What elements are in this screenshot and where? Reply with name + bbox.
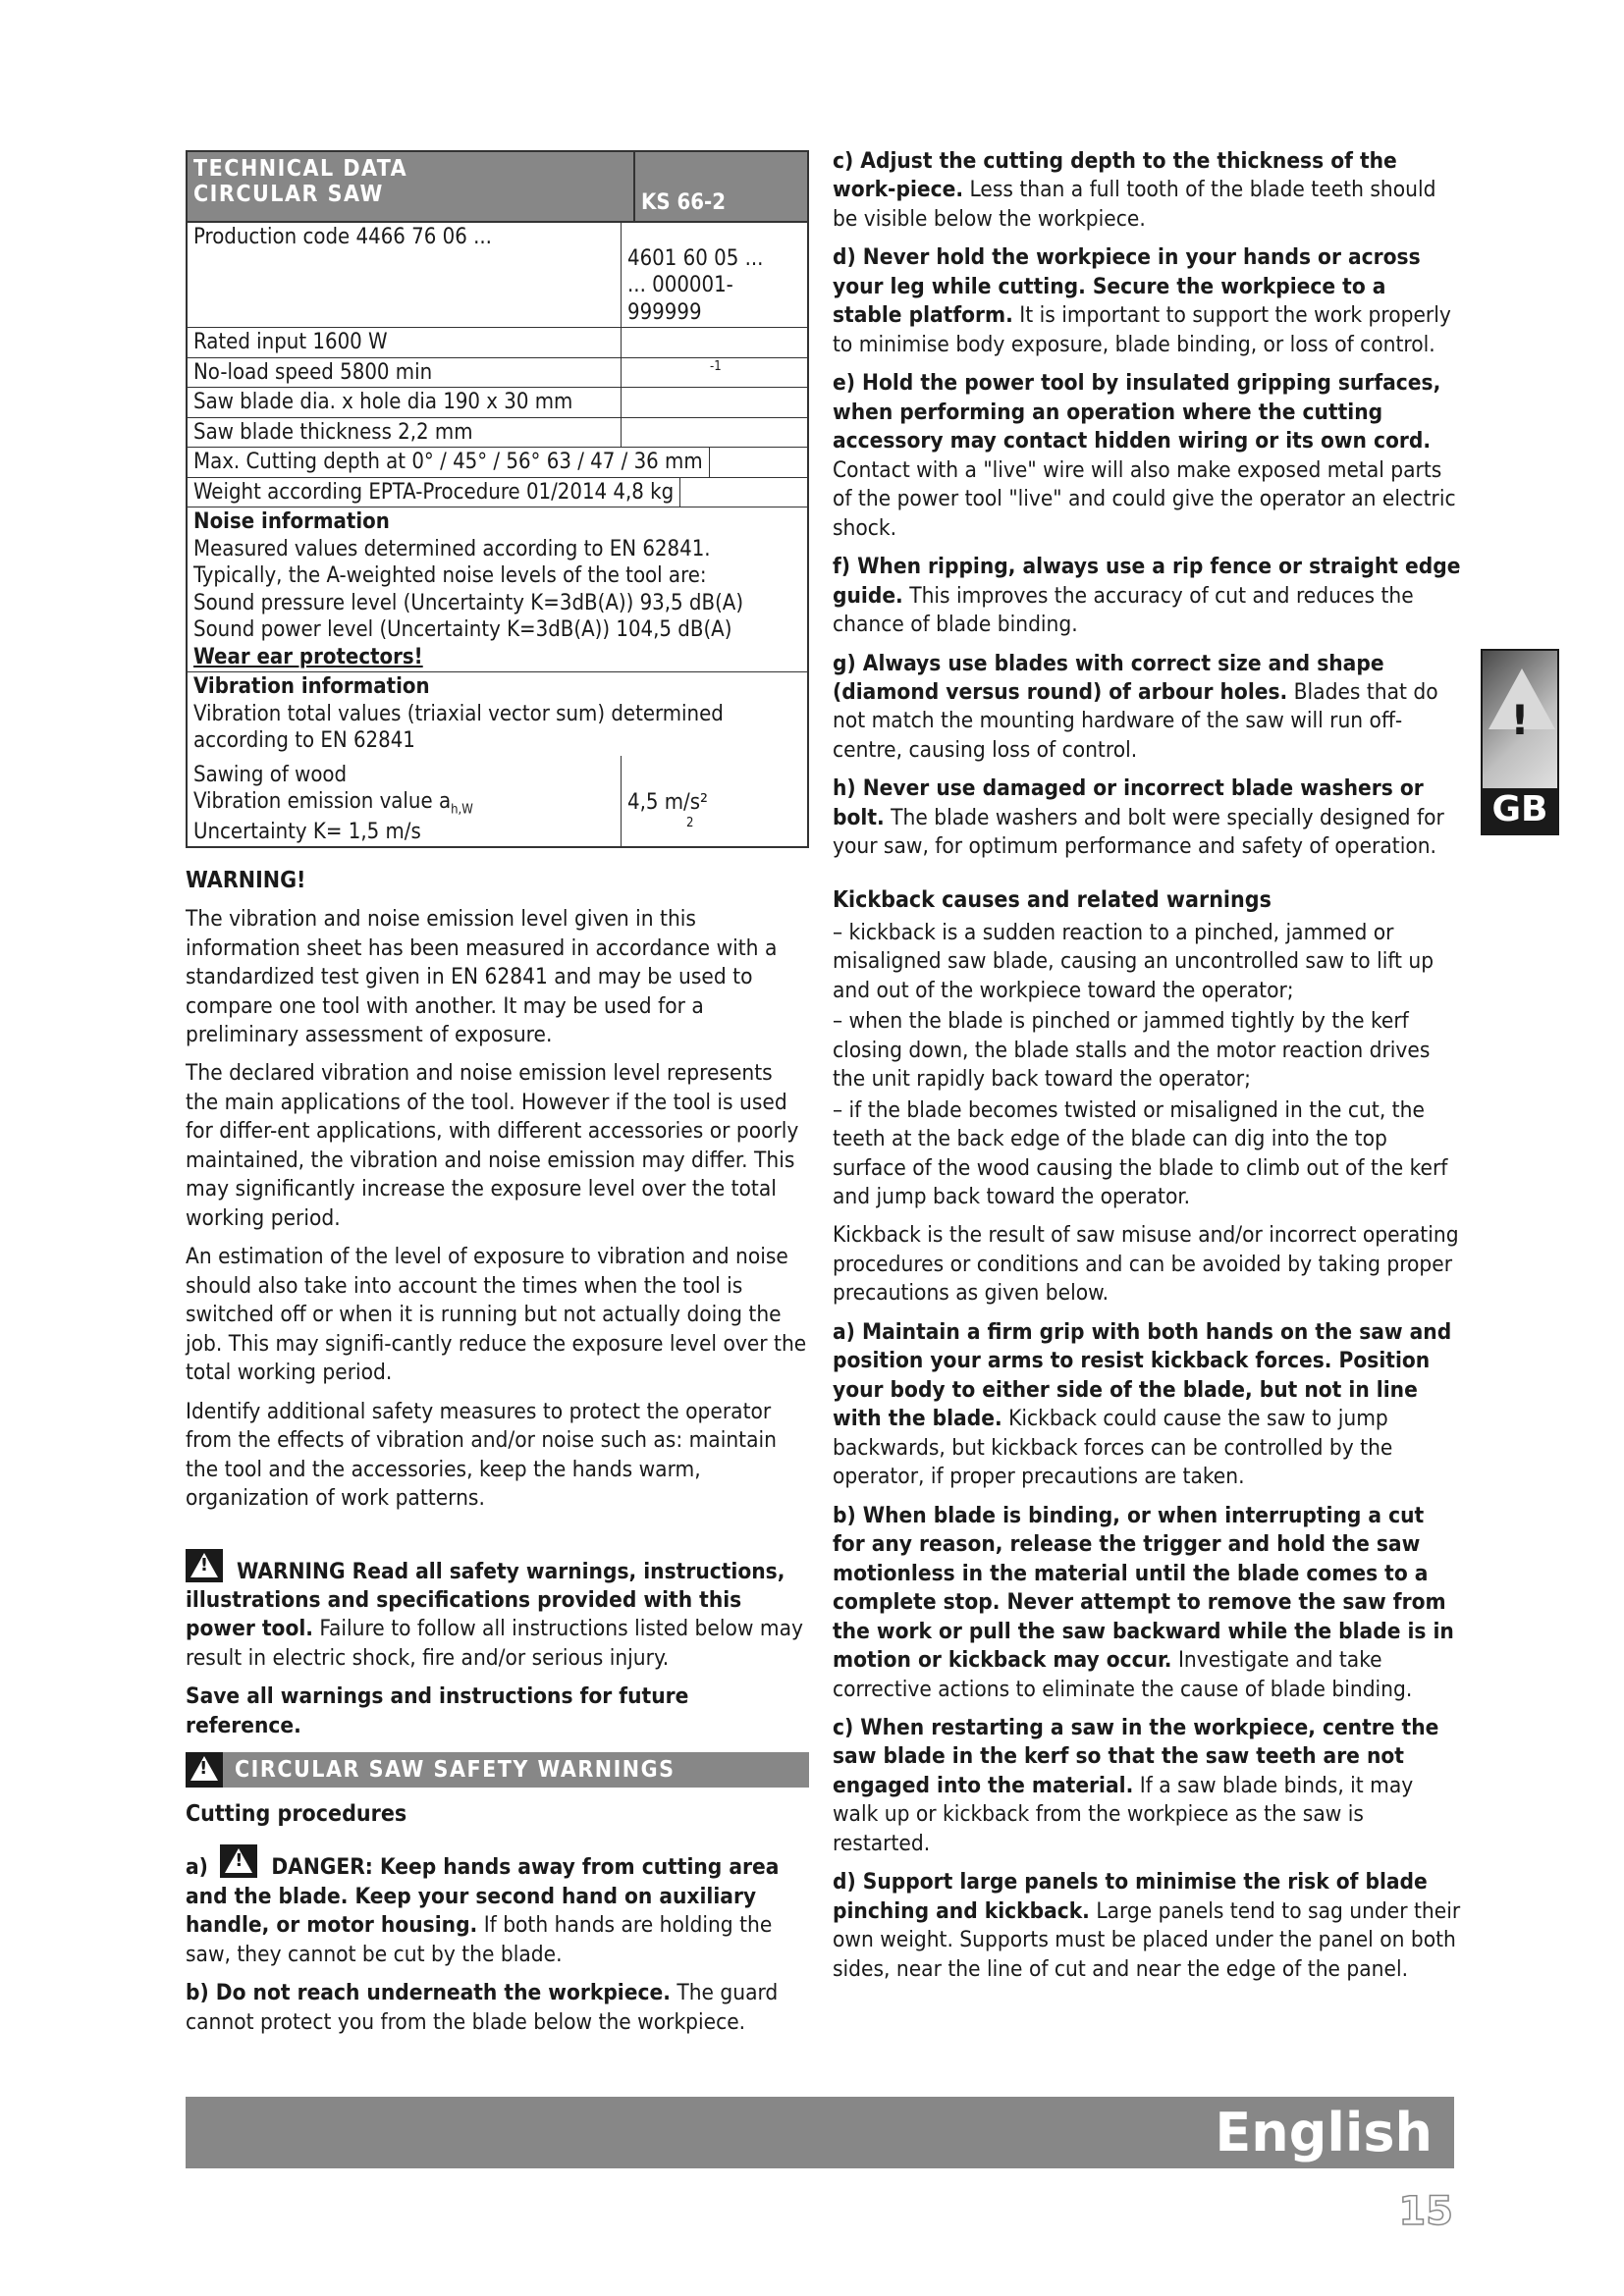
paragraph: The declared vibration and noise emission level represents the main applications of the tool. However if the tool is used for differ-ent applications, with different accessories or poorly maintained, the vibration and noise emission may differ. This may significantly increase the exposure level over the total working period. (186, 1060, 799, 1231)
general-warning: !WARNING Read all safety warnings, instructions, illustrations and specifications provided with this power tool. Failure to follow all instructions listed below may result in electric shock, fire and/or serious injury. (186, 1549, 809, 1674)
table-row: Production code 4466 76 06 ... 4601 60 05 ... ... 000001-999999 (188, 223, 807, 329)
warning-triangle-icon (220, 1844, 257, 1878)
table-row: Saw blade thickness 2,2 mm (188, 418, 807, 449)
save-instructions: Save all warnings and instructions for future reference. (186, 1683, 689, 1738)
paragraph: – if the blade becomes twisted or misaligned in the cut, the teeth at the back edge of the blade can dig into the top surface of the wood causing the blade to climb out of the kerf and jump back toward the operator. (833, 1096, 1448, 1209)
page-number: 15 (1398, 2189, 1453, 2234)
right-column (833, 147, 1461, 1994)
safety-item: b) Do not reach underneath the workpiece. The guard cannot protect you from the blade below the workpiece. (186, 1980, 779, 2035)
noise-information: Noise information Measured values determined according to EN 62841. Typically, the A-weighted noise levels of the tool are: Sound pressure level (Uncertainty K=3dB(A)) 93,5 dB(A) Sound power level (Uncertainty K=3dB(A)) 104,5 dB(A) Wear ear protectors! (188, 507, 807, 672)
technical-data-table (186, 150, 809, 848)
table-row: Saw blade dia. x hole dia 190 x 30 mm (188, 388, 807, 418)
safety-item: d) Never hold the workpiece in your hands or across your leg while cutting. Secure the workpiece to a stable platform. It is important to support the work properly to minimise body exposure, blade binding, or loss of control. (833, 244, 1451, 357)
table-row: Rated input 1600 W (188, 328, 807, 358)
paragraph: – when the blade is pinched or jammed tightly by the kerf closing down, the blade stalls and the motor reaction drives the unit rapidly back toward the operator; (833, 1008, 1431, 1093)
paragraph: Identify additional safety measures to protect the operator from the effects of vibration and/or noise such as: maintain the tool and the accessories, keep the hands warm, organization of work patterns. (186, 1398, 777, 1512)
language-tab: ! GB (1481, 649, 1559, 835)
paragraph: – kickback is a sudden reaction to a pinched, jammed or misaligned saw blade, causing an uncontrolled saw to lift up and out of the workpiece toward the operator; (833, 919, 1435, 1003)
paragraph: An estimation of the level of exposure to vibration and noise should also take into account the times when the tool is switched off or when it is running but not actually doing the job. This may signifi-cantly reduce the exposure level over the total working period. (186, 1244, 807, 1386)
table-row: Weight according EPTA-Procedure 01/2014 4,8 kg (188, 478, 807, 508)
safety-item: a) ! DANGER: Keep hands away from cutting area and the blade. Keep your second hand on auxiliary handle, or motor housing. If both hands are holding the saw, they cannot be cut by the blade. (186, 1844, 809, 1969)
paragraph: Kickback is the result of saw misuse and/or incorrect operating procedures or conditions and can be avoided by taking proper precautions as given below. (833, 1222, 1459, 1307)
section-bar: ! CIRCULAR SAW SAFETY WARNINGS (186, 1752, 809, 1788)
safety-item: f) When ripping, always use a rip fence or straight edge guide. This improves the accuracy of cut and reduces the chance of blade binding. (833, 554, 1461, 638)
safety-item: b) When blade is binding, or when interrupting a cut for any reason, release the trigger and hold the saw motionless in the material until the blade comes to a complete stop. Never attempt to remove the saw from the work or pull the saw backward while the blade is in motion or kickback may occur. Investigate and take corrective actions to eliminate the cause of blade binding. (833, 1502, 1454, 1702)
table-header (188, 152, 807, 223)
ear-protector-note: Wear ear protectors! (193, 644, 423, 669)
language-code: GB (1491, 789, 1548, 829)
safety-item: a) Maintain a firm grip with both hands on the saw and position your arms to resist kickback forces. Position your body to either side of the blade, but not in line with the blade. Kickback could cause the saw to jump backwards, but kickback forces can be controlled by the operator, if proper precautions are taken. (833, 1318, 1452, 1490)
cutting-procedures-heading: Cutting procedures (186, 1801, 407, 1828)
safety-item: g) Always use blades with correct size and shape (diamond versus round) of arbour holes. Blades that do not match the mounting hardware of the saw will run off-centre, causing loss of control. (833, 650, 1438, 763)
safety-item: d) Support large panels to minimise the risk of blade pinching and kickback. Large panels tend to sag under their own weight. Supports must be placed under the panel on both sides, near the line of cut and near the edge of the panel. (833, 1869, 1461, 1982)
footer-language-bar: English (186, 2097, 1454, 2168)
paragraph: The vibration and noise emission level given in this information sheet has been measured in accordance with a standardized test given in EN 62841 and may be used to compare one tool with another. It may be used for a preliminary assessment of exposure. (186, 906, 778, 1048)
table-row: Max. Cutting depth at 0° / 45° / 56° 63 / 47 / 36 mm (188, 448, 807, 478)
warning-triangle-icon (186, 1752, 223, 1788)
table-title: TECHNICAL DATA CIRCULAR SAW (188, 152, 635, 221)
model-name: KS 66-2 (641, 190, 727, 215)
table-row: No-load speed 5800 min -1 (188, 358, 807, 389)
table-row: Sawing of wood Vibration emission value $a_{h,W}$ Uncertainty K= 1,5 m/s 4,5 m/s² 2 (188, 756, 807, 847)
kickback-heading: Kickback causes and related warnings (833, 886, 1272, 913)
left-column (186, 150, 809, 2047)
warning-heading: WARNING! (186, 868, 306, 894)
safety-item: h) Never use damaged or incorrect blade washers or bolt. The blade washers and bolt were specially designed for your saw, for optimum performance and safety of operation. (833, 775, 1444, 860)
safety-item: c) When restarting a saw in the workpiece, centre the saw blade in the kerf so that the saw teeth are not engaged into the material. If a saw blade binds, it may walk up or kickback from the workpiece as the saw is restarted. (833, 1714, 1439, 1856)
vibration-information: Vibration information Vibration total values (triaxial vector sum) determined according to EN 62841 (193, 674, 724, 753)
warning-triangle-icon (186, 1549, 223, 1582)
safety-item: e) Hold the power tool by insulated gripping surfaces, when performing an operation where the cutting accessory may contact hidden wiring or its own cord. Contact with a "live" wire will also make exposed metal parts of the power tool "live" and could give the operator an electric shock. (833, 370, 1456, 541)
safety-item: c) Adjust the cutting depth to the thickness of the work-piece. Less than a full tooth of the blade teeth should be visible below the workpiece. (833, 148, 1436, 232)
